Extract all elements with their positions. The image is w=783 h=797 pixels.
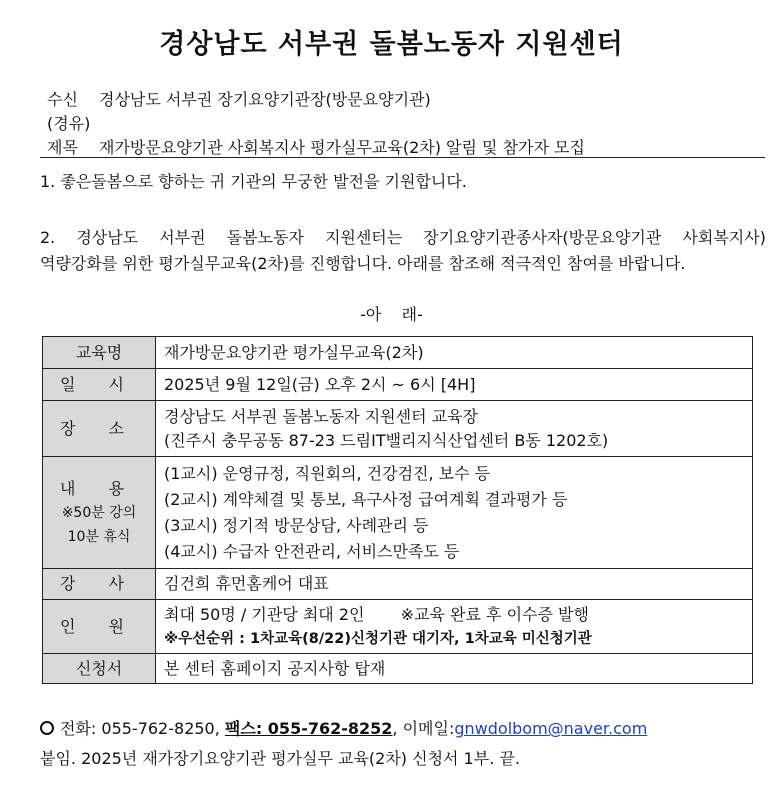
table-row	[43, 457, 753, 569]
paragraph-1: 1. 좋은돌봄으로 향하는 귀 기관의 무궁한 발전을 기원합니다.	[40, 172, 467, 191]
table-row	[43, 337, 753, 369]
place-line-1: 경상남도 서부권 돌봄노동자 지원센터 교육장	[164, 406, 479, 426]
page-title: 경상남도 서부권 돌봄노동자 지원센터	[159, 29, 624, 60]
datetime-value: 2025년 9월 12일(금) 오후 2시 ~ 6시 [4H]	[156, 369, 753, 401]
capacity-text: 최대 50명 / 기관당 최대 2인	[164, 604, 365, 624]
word: 2.	[40, 228, 56, 247]
recipient-line	[47, 87, 431, 110]
paragraph-2-line-2: 역량강화를 위한 평가실무교육(2차)를 진행합니다. 아래를 참조해 적극적인 참여를 바랍니다.	[40, 254, 686, 273]
list-item: (4교시) 수급자 안전관리, 서비스만족도 등	[164, 541, 460, 561]
content-label-text: 내 용	[60, 478, 138, 498]
word: 서부권	[159, 228, 206, 247]
list-item: (1교시) 운영규정, 직원회의, 건강검진, 보수 등	[164, 463, 491, 483]
table-row	[43, 654, 753, 684]
attachment-line: 붙임. 2025년 재가장기요양기관 평가실무 교육(2차) 신청서 1부. 끝.	[40, 749, 520, 768]
capacity-line-1	[164, 603, 744, 627]
priority-note: ※우선순위 : 1차교육(8/22)신청기관 대기자, 1차교육 미신청기관	[164, 630, 592, 647]
recipient-value: 경상남도 서부권 장기요양기관장(방문요양기관)	[99, 90, 431, 109]
place-label: 장 소	[43, 401, 156, 457]
subject-value: 재가방문요양기관 사회복지사 평가실무교육(2차) 알림 및 참가자 모집	[99, 138, 585, 157]
capacity-label: 인 원	[43, 600, 156, 654]
certificate-note: ※교육 완료 후 이수증 발행	[400, 604, 589, 624]
email-link[interactable]: gnwdolbom@naver.com	[454, 719, 648, 738]
datetime-label: 일 시	[43, 369, 156, 401]
table-row	[43, 401, 753, 457]
content-value	[156, 457, 753, 569]
phone-text: 전화: 055-762-8250,	[60, 719, 220, 738]
email-label: , 이메일:	[392, 719, 455, 738]
instructor-label: 강 사	[43, 569, 156, 600]
info-table	[42, 336, 753, 684]
word: 지원센터는	[324, 228, 403, 247]
course-label: 교육명	[43, 337, 156, 369]
place-value	[156, 401, 753, 457]
word: 사회복지사)	[682, 228, 766, 247]
fax-text: 팩스: 055-762-8252	[224, 719, 393, 738]
word: 장기요양기관종사자(방문요양기관	[423, 228, 662, 247]
content-label	[43, 457, 156, 569]
list-item: (2교시) 계약체결 및 통보, 욕구사정 급여계획 결과평가 등	[164, 489, 568, 509]
subject-label: 제목	[47, 138, 78, 157]
below-heading: -아 래-	[360, 305, 423, 324]
via-line: (경유)	[47, 114, 91, 133]
word: 돌봄노동자	[226, 228, 304, 247]
subject-line	[47, 135, 585, 158]
course-value: 재가방문요양기관 평가실무교육(2차)	[156, 337, 753, 369]
apply-value: 본 센터 홈페이지 공지사항 탑재	[156, 654, 753, 684]
paragraph-2-line-1	[40, 225, 766, 251]
table-row	[43, 600, 753, 654]
content-note-1: ※50분 강의	[61, 504, 137, 521]
content-note-2: 10분 휴식	[67, 528, 131, 545]
list-item: (3교시) 정기적 방문상담, 사례관리 등	[164, 515, 429, 535]
capacity-value	[156, 600, 753, 654]
word: 경상남도	[76, 228, 139, 247]
apply-label: 신청서	[43, 654, 156, 684]
paragraph-2	[40, 225, 766, 277]
subject-divider	[40, 157, 765, 158]
table-row	[43, 569, 753, 600]
contact-line	[40, 716, 647, 739]
place-line-2: (진주시 충무공동 87-23 드림IT밸리지식산업센터 B동 1202호)	[164, 430, 609, 450]
table-row	[43, 369, 753, 401]
instructor-value: 김건희 휴먼홈케어 대표	[156, 569, 753, 600]
recipient-label: 수신	[47, 90, 78, 109]
bullet-circle-icon	[40, 721, 54, 735]
